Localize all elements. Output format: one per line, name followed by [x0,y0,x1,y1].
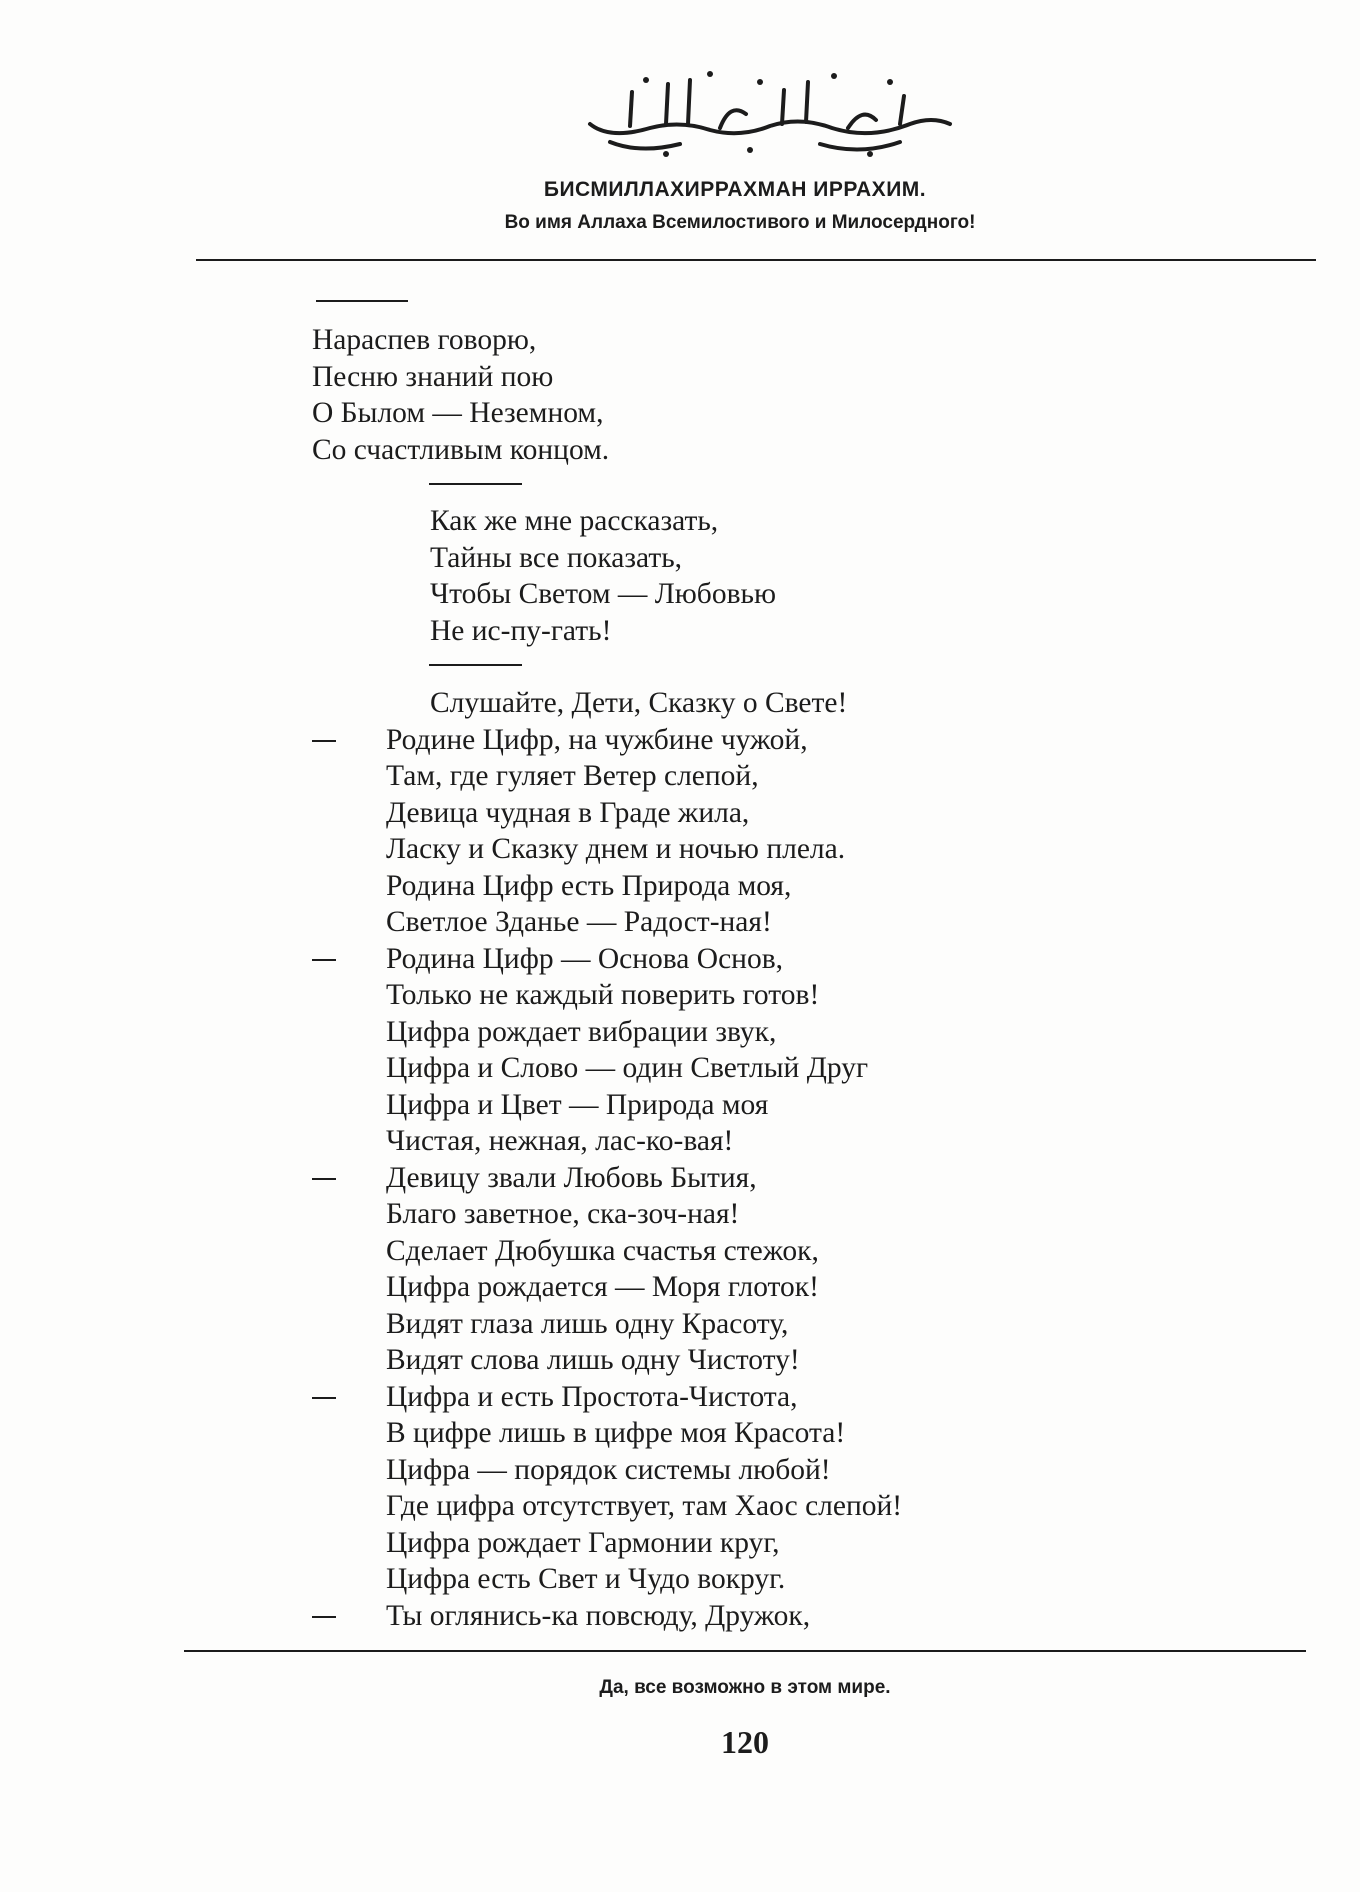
basmala-calligraphy [570,62,970,162]
poem-line: Со счастливым концом. [312,433,610,466]
poem-line: Песню знаний пою [312,360,554,393]
poem-line: Цифра рождает вибрации звук, [386,1015,777,1048]
page-number: 120 [721,1724,769,1760]
poem-line: Тайны все показать, [430,541,683,574]
poem-line: Цифра и есть Простота-Чистота, [386,1380,798,1413]
stanza-divider [429,664,522,666]
poem-line: Девица чудная в Граде жила, [386,796,750,829]
poem-line: В цифре лишь в цифре моя Красота! [386,1417,846,1449]
poem-line: Там, где гуляет Ветер слепой, [386,760,759,792]
poem-line: Чистая, нежная, лас-ко-вая! [386,1125,734,1157]
poem-line: Цифра и Слово — один Светлый Друг [386,1052,869,1084]
poem-line: Ты оглянись-ка повсюду, Дружок, [386,1599,811,1632]
poem-line: Благо заветное, ска-зоч-ная! [386,1198,740,1230]
poem-line: Не ис-пу-гать! [430,614,612,647]
dialogue-dash [312,959,336,961]
stanza-1 [312,322,609,468]
poem-line: Только не каждый поверить готов! [386,979,820,1011]
dialogue-dash [312,740,336,742]
poem-line: Родина Цифр — Основа Основ, [386,942,784,975]
poem-line: Нараспев говорю, [312,324,537,356]
poem-line: Видят глаза лишь одну Красоту, [386,1307,789,1340]
header-title: БИСМИЛЛАХИРРАХМАН ИРРАХИМ. [543,178,927,201]
poem-line: Где цифра отсутствует, там Хаос слепой! [386,1490,903,1522]
poem-line: Сделает Дюбушка счастья стежок, [386,1234,819,1267]
dialogue-dash [312,1616,336,1618]
header-subtitle: Во имя Аллаха Всемилостивого и Милосердного! [504,212,976,233]
stanza-divider [316,300,408,302]
poem-line: Слушайте, Дети, Сказку о Свете! [430,687,848,719]
footer-motto: Да, все возможно в этом мире. [599,1677,891,1698]
poem-line: Цифра — порядок системы любой! [386,1453,831,1486]
dialogue-dash [312,1397,336,1399]
poem-line: Родина Цифр есть Природа моя, [386,869,792,902]
poem-line: Девицу звали Любовь Бытия, [386,1161,757,1194]
poem-line: Цифра рождает Гармонии круг, [386,1526,780,1559]
poem-line: Родине Цифр, на чужбине чужой, [386,723,808,756]
poem-line: Чтобы Светом — Любовью [430,578,776,610]
poem-line: Цифра есть Свет и Чудо вокруг. [386,1563,786,1595]
poem-line: Видят слова лишь одну Чистоту! [386,1344,800,1376]
footer-divider [184,1650,1306,1652]
stanza-3 [386,685,902,1634]
poem-line: Светлое Зданье — Радост-ная! [386,906,772,938]
poem-line: О Былом — Неземном, [312,397,604,429]
poem-line: Ласку и Сказку днем и ночью плела. [386,833,846,865]
stanza-2 [430,503,776,649]
poem-line: Как же мне рассказать, [430,505,719,537]
poem-line: Цифра рождается — Моря глоток! [386,1271,819,1303]
stanza-divider [429,483,522,485]
dialogue-dash [312,1178,336,1180]
poem-line: Цифра и Цвет — Природа моя [386,1088,769,1121]
header-divider [196,259,1316,261]
